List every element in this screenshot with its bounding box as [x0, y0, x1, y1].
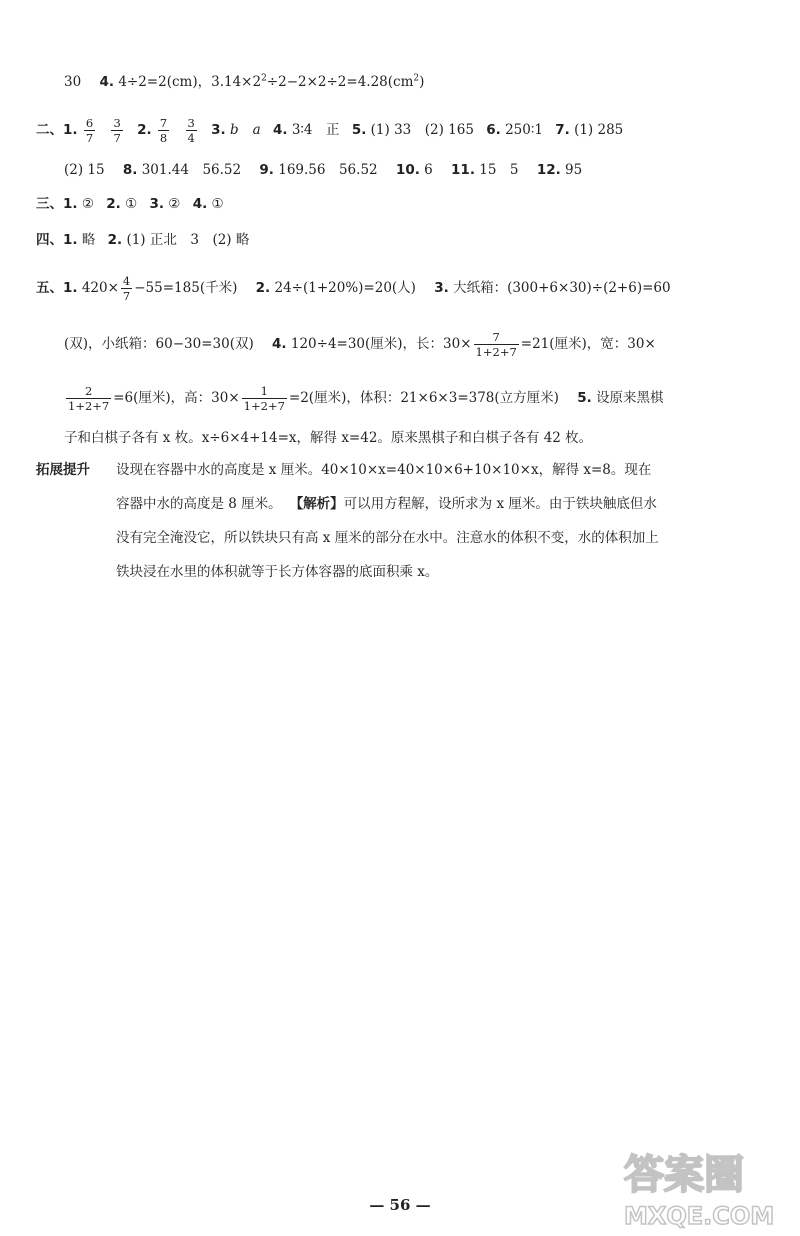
denominator: 1+2+7 — [68, 399, 110, 413]
numerator: 6 — [85, 116, 94, 130]
item-number: 6. — [486, 122, 501, 138]
section-5-line-2 — [64, 330, 760, 359]
item-number: 1. — [63, 232, 78, 248]
answer-text: (1) 33 (2) 165 — [370, 122, 474, 138]
section-label-5: 五、 — [36, 280, 63, 296]
answer-expression: 420× — [81, 280, 119, 296]
item-number: 9. — [259, 162, 274, 178]
fraction — [84, 116, 95, 145]
extension-text: 可以用方程解，设所求为 x 厘米。由于铁块触底但水 — [343, 496, 657, 512]
numerator: 7 — [474, 330, 519, 345]
fraction — [111, 116, 122, 145]
answer-text: 15 5 — [479, 162, 519, 178]
answer-line-1 — [64, 72, 760, 92]
denominator: 8 — [159, 131, 168, 145]
fraction — [242, 384, 287, 413]
answer-expression: 4÷2=2(cm)，3.14×2 — [118, 74, 262, 90]
numerator: 7 — [159, 116, 168, 130]
analysis-tag: 【解析】 — [289, 496, 344, 512]
answer-30: 30 — [64, 74, 82, 90]
answer-expression: =21(厘米)，宽：30× — [520, 336, 656, 352]
fraction — [158, 116, 169, 145]
extension-text: 没有完全淹没它，所以铁块只有高 x 厘米的部分在水中。注意水的体积不变，水的体积加上 — [116, 530, 659, 546]
denominator: 1+2+7 — [475, 345, 517, 359]
watermark-text-en: MXQE.COM — [624, 1202, 775, 1230]
item-number: 1. — [63, 122, 78, 138]
item-number: 3. — [211, 122, 226, 138]
item-number: 4. — [99, 74, 115, 90]
denominator: 7 — [85, 131, 94, 145]
extension-text: 设现在容器中水的高度是 x 厘米。40×10×x=40×10×6+10×10×x，解得 x=8。现在 — [116, 462, 652, 478]
answer-text: ② — [168, 196, 181, 212]
item-number: 4. — [273, 122, 288, 138]
fraction — [474, 330, 519, 359]
answer-text: (2) 15 — [64, 162, 105, 178]
section-2-line-1 — [36, 116, 760, 145]
section-5-line-4 — [64, 428, 760, 448]
answer-text: ② — [81, 196, 94, 212]
superscript: 2 — [413, 73, 420, 84]
answer-text: 设原来黑棋 — [596, 390, 664, 406]
answer-text: 250∶1 — [505, 122, 543, 138]
answer-text: 169.56 56.52 — [278, 162, 378, 178]
section-3-line — [36, 194, 760, 214]
section-2-line-2 — [64, 160, 760, 180]
item-number: 5. — [577, 390, 592, 406]
item-number: 1. — [63, 196, 78, 212]
answer-text: ① — [211, 196, 224, 212]
answer-text: 略 — [81, 232, 96, 248]
item-number: 2. — [255, 280, 271, 296]
answer-expression: 120÷4=30(厘米)，长：30× — [290, 336, 472, 352]
answer-text: ① — [125, 196, 138, 212]
item-number: 8. — [122, 162, 138, 178]
answer-text: 子和白棋子各有 x 枚。x÷6×4+14=x，解得 x=42。原来黑棋子和白棋子各有 42 枚。 — [64, 430, 593, 446]
extension-text: 容器中水的高度是 8 厘米。 — [116, 496, 282, 512]
answer-expression-2: ÷2−2×2÷2=4.28(cm — [266, 74, 414, 90]
answer-text: 95 — [565, 162, 583, 178]
item-number: 2. — [106, 196, 121, 212]
denominator: 7 — [113, 131, 121, 145]
fraction — [66, 384, 111, 413]
watermark-logo — [618, 1140, 794, 1232]
item-number: 4. — [272, 336, 287, 352]
answer-text: 3∶4 正 — [291, 122, 340, 138]
denominator: 4 — [187, 131, 195, 145]
extension-line-1 — [116, 460, 760, 480]
item-number: 2. — [107, 232, 123, 248]
item-number: 3. — [434, 280, 449, 296]
item-number: 12. — [536, 162, 561, 178]
extension-line-3 — [116, 528, 760, 548]
section-label-4: 四、 — [36, 232, 63, 248]
numerator: 1 — [242, 384, 287, 399]
answer-expression: 24÷(1+20%)=20(人) — [274, 280, 416, 296]
item-number: 7. — [555, 122, 570, 138]
item-number: 3. — [149, 196, 164, 212]
answer-text: 301.44 56.52 — [141, 162, 242, 178]
fraction — [186, 116, 197, 145]
answer-text: (1) 285 — [574, 122, 624, 138]
section-label-2: 二、 — [36, 122, 63, 138]
extension-label: 拓展提升 — [36, 462, 90, 478]
page-number: — 56 — — [369, 1196, 431, 1214]
answer-variable: b — [229, 122, 239, 138]
section-5-line-1 — [36, 274, 760, 303]
item-number: 5. — [351, 122, 367, 138]
section-label-3: 三、 — [36, 196, 63, 212]
numerator: 3 — [113, 116, 121, 130]
section-5-line-3 — [64, 384, 760, 413]
section-4-line — [36, 230, 760, 250]
item-number: 4. — [192, 196, 208, 212]
numerator: 3 — [187, 116, 195, 130]
denominator: 1+2+7 — [243, 399, 285, 413]
superscript: 2 — [261, 73, 267, 84]
answer-text: 6 — [424, 162, 433, 178]
answer-variable: a — [252, 122, 261, 138]
extension-text: 铁块浸在水里的体积就等于长方体容器的底面积乘 x。 — [116, 564, 439, 580]
numerator: 4 — [122, 274, 131, 288]
extension-line-2 — [116, 494, 760, 514]
answer-text: (1) 正北 3 (2) 略 — [126, 232, 250, 248]
item-number: 2. — [137, 122, 152, 138]
numerator: 2 — [66, 384, 111, 399]
item-number: 11. — [451, 162, 475, 178]
item-number: 10. — [395, 162, 420, 178]
answer-expression: =6(厘米)，高：30× — [113, 390, 240, 406]
answer-expression: −55=185(千米) — [134, 280, 238, 296]
fraction — [121, 274, 132, 303]
paren-close: ) — [419, 74, 425, 90]
answer-expression: 大纸箱：(300+6×30)÷(2+6)=60 — [453, 280, 671, 296]
watermark-text-cn: 答案圈 — [624, 1152, 744, 1198]
answer-expression: =2(厘米)，体积：21×6×3=378(立方厘米) — [288, 390, 559, 406]
item-number: 1. — [63, 280, 78, 296]
denominator: 7 — [122, 289, 131, 303]
answer-expression: (双)，小纸箱：60−30=30(双) — [64, 336, 254, 352]
extension-line-4 — [116, 562, 760, 582]
